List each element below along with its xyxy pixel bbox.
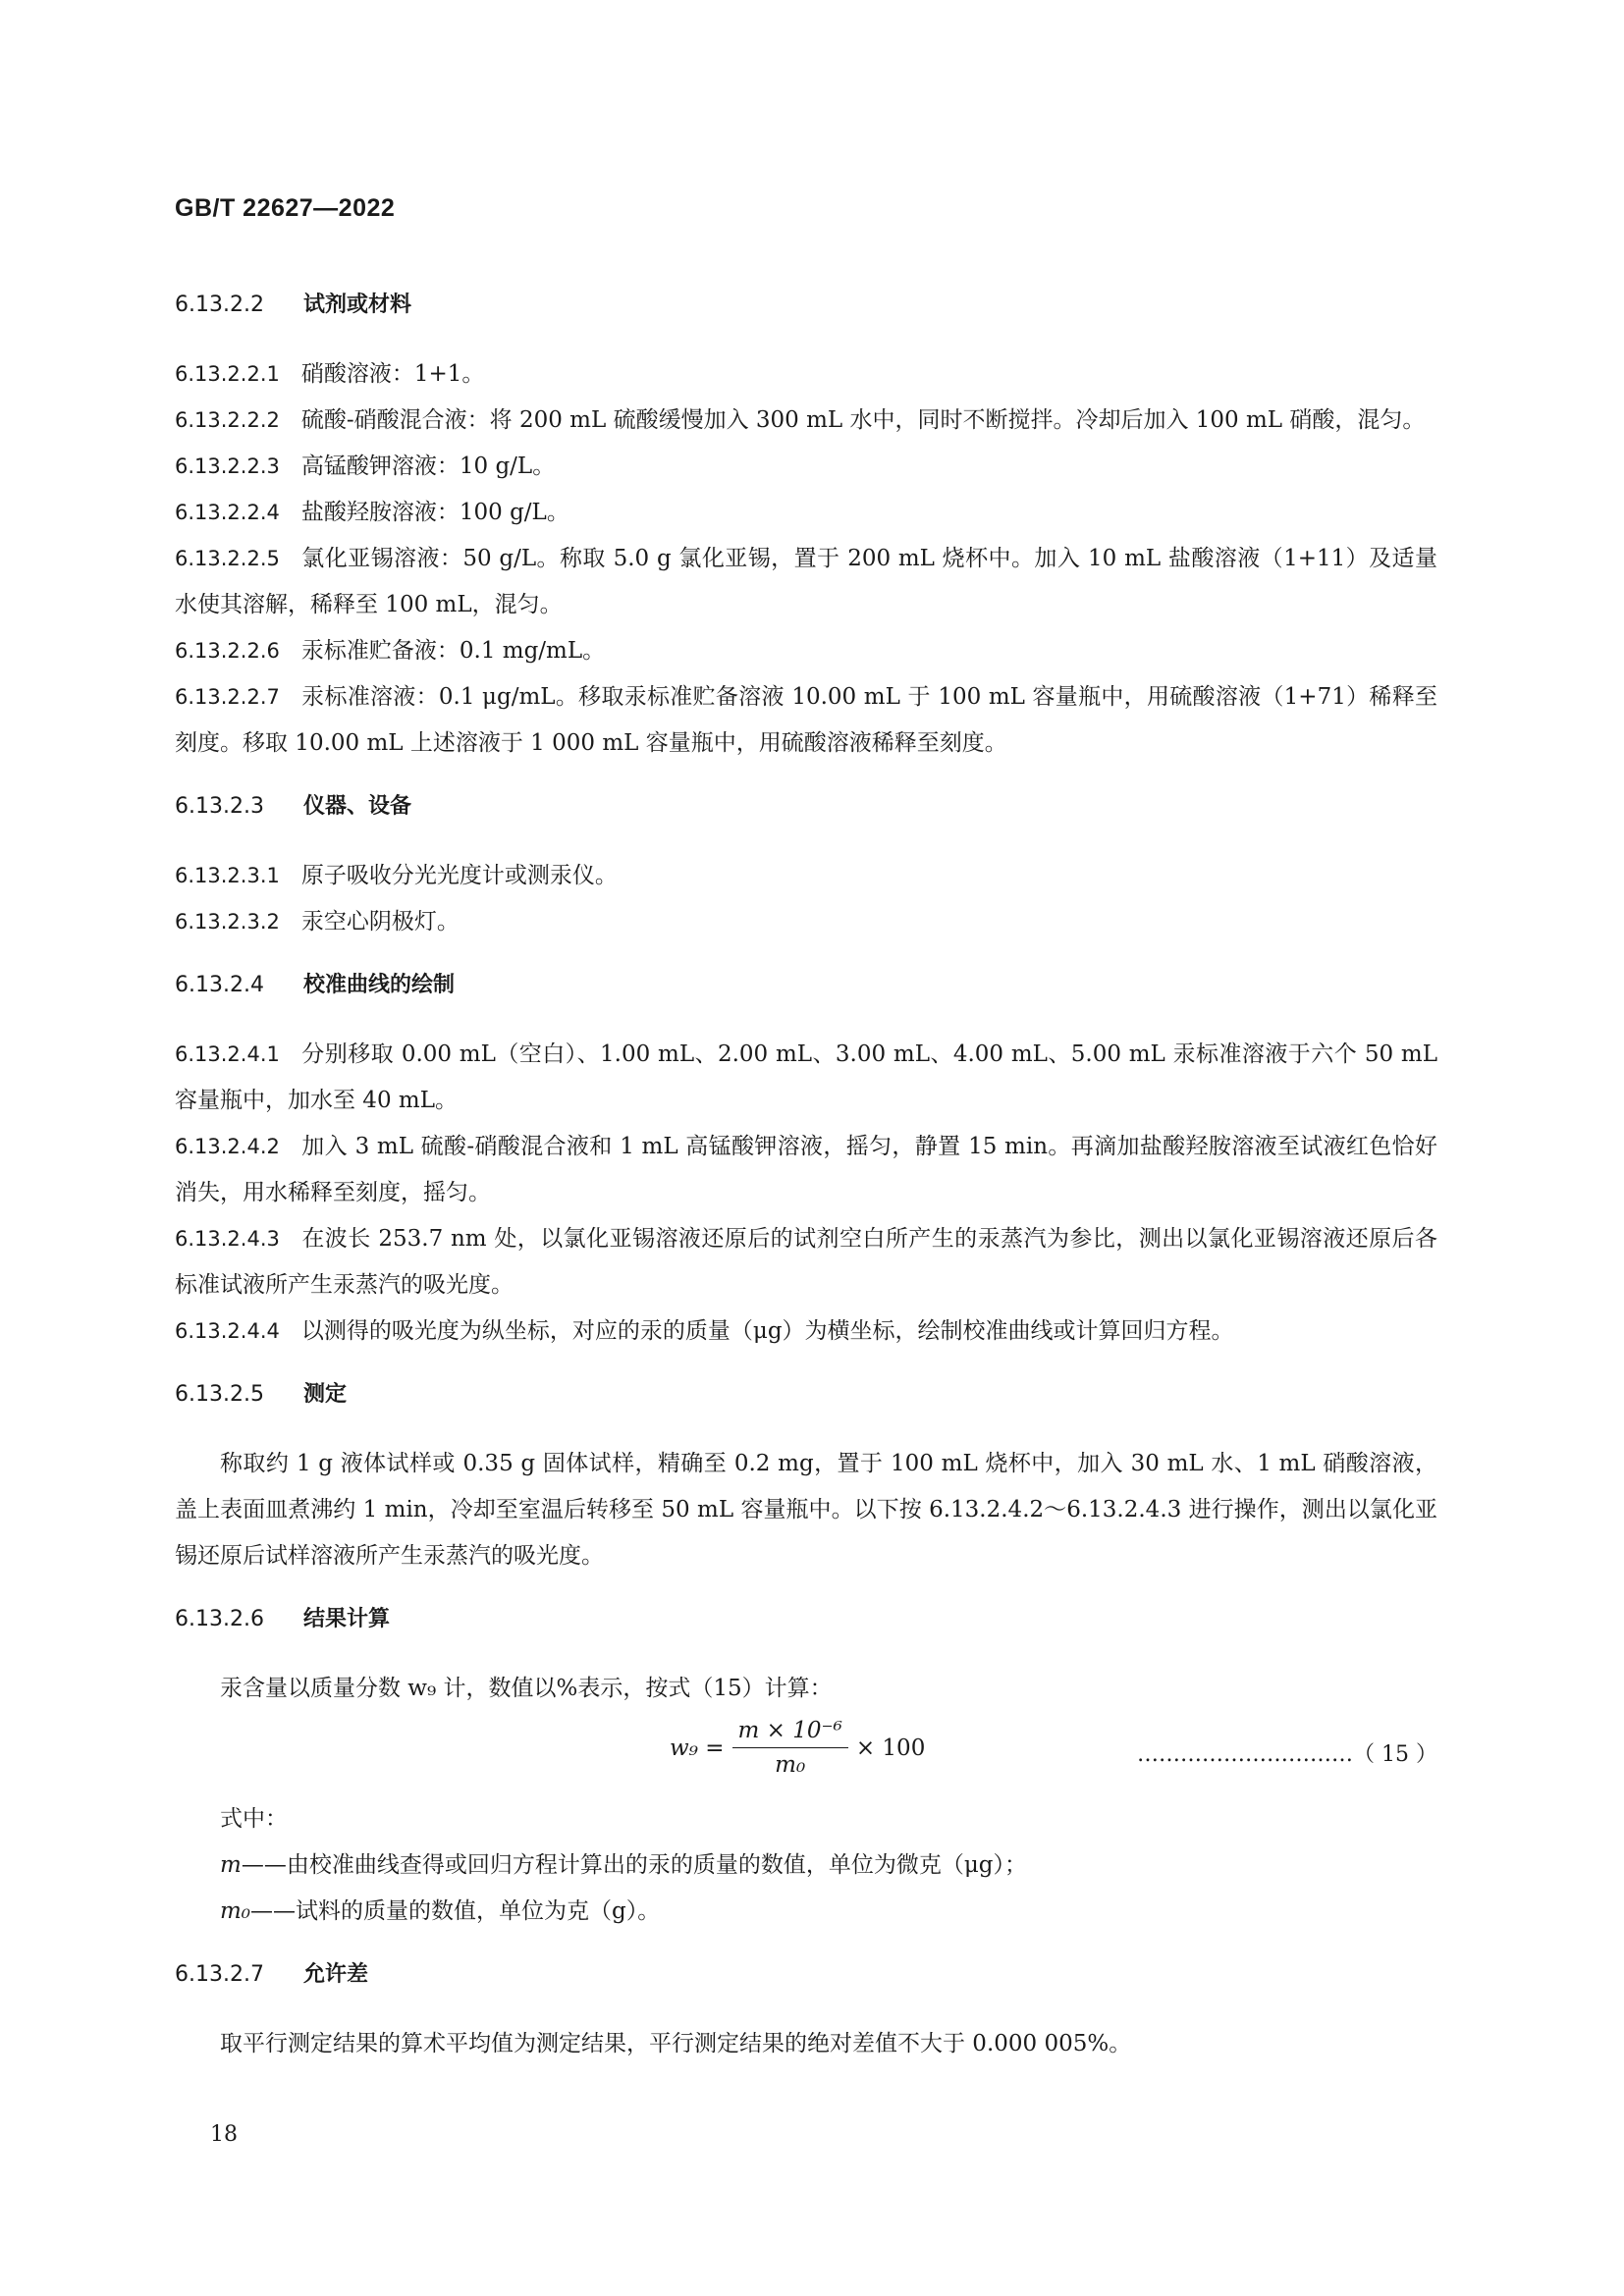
section-number: 6.13.2.7 [175,1962,264,1987]
clause-text: 分别移取 0.00 mL（空白）、1.00 mL、2.00 mL、3.00 mL、4.00 mL、5.00 mL 汞标准溶液于六个 50 mL 容量瓶中，加水至 40 mL。 [175,1041,1437,1113]
page-number: 18 [210,2122,238,2147]
clause-text: 盐酸羟胺溶液：100 g/L。 [300,500,569,525]
clause-text: 以测得的吸光度为纵坐标，对应的汞的质量（μg）为横坐标，绘制校准曲线或计算回归方程。 [300,1318,1234,1344]
clause-number: 6.13.2.2.1 [175,362,280,386]
section-number: 6.13.2.6 [175,1607,264,1631]
clause [175,628,1437,674]
clause-number: 6.13.2.2.3 [175,454,280,478]
clause [175,853,1437,899]
clause-text: 硝酸溶液：1+1。 [300,361,485,387]
paragraph: 汞含量以质量分数 w₉ 计，数值以%表示，按式（15）计算： [220,1676,833,1701]
section-heading [175,287,1437,324]
section-title: 结果计算 [303,1607,391,1631]
section-title: 仪器、设备 [303,794,412,819]
document-body [175,287,1437,2067]
section-number: 6.13.2.5 [175,1382,264,1407]
clause-number: 6.13.2.2.2 [175,408,280,432]
section-heading [175,788,1437,826]
standard-code: GB/T 22627—2022 [175,194,396,222]
formula-rhs: × 100 [855,1735,926,1761]
section-title: 允许差 [303,1962,369,1987]
definition-item [220,1889,1437,1935]
section-heading [175,967,1437,1004]
formula-expression [670,1718,925,1778]
formula-numerator: m × 10⁻⁶ [732,1718,848,1748]
clause-number: 6.13.2.2.4 [175,501,280,524]
clause-number: 6.13.2.3.1 [175,864,280,887]
clause [175,1308,1437,1355]
symbol-definitions [220,1842,1437,1935]
clause-number: 6.13.2.3.2 [175,910,280,934]
clause [175,444,1437,490]
equation-number: …………………………（ 15 ） [1137,1742,1437,1767]
section-heading [175,1376,1437,1414]
section-title: 测定 [303,1382,348,1407]
paragraph: 称取约 1 g 液体试样或 0.35 g 固体试样，精确至 0.2 mg，置于 100 mL 烧杯中，加入 30 mL 水、1 mL 硝酸溶液，盖上表面皿煮沸约 1 min，冷却至室温后转移至 50 mL 容量瓶中。以下按 6.13.2.4.2～6.13.2.4.3 进行操作，测出以氯化亚锡还原后试样溶液所产生汞蒸汽的吸光度。 [175,1451,1437,1569]
definition-text: ——由校准曲线查得或回归方程计算出的汞的质量的数值，单位为微克（μg）； [241,1852,1027,1878]
clause-text: 汞空心阴极灯。 [300,909,460,934]
clause [175,1216,1437,1308]
clause-number: 6.13.2.2.7 [175,685,280,709]
clause-text: 汞标准溶液：0.1 μg/mL。移取汞标准贮备溶液 10.00 mL 于 100 mL 容量瓶中，用硫酸溶液（1+71）稀释至刻度。移取 10.00 mL 上述溶液于 1 000 mL 容量瓶中，用硫酸溶液稀释至刻度。 [175,684,1437,756]
clause-number: 6.13.2.4.1 [175,1042,280,1066]
clause [175,1032,1437,1124]
clause-text: 硫酸-硝酸混合液：将 200 mL 硫酸缓慢加入 300 mL 水中，同时不断搅拌。冷却后加入 100 mL 硝酸，混匀。 [300,407,1426,433]
definition-text: ——试料的质量的数值，单位为克（g）。 [250,1898,661,1924]
clause-number: 6.13.2.4.2 [175,1135,280,1158]
clause [175,899,1437,945]
section-number: 6.13.2.4 [175,973,264,997]
where-label: 式中： [220,1806,288,1832]
clause-text: 氯化亚锡溶液：50 g/L。称取 5.0 g 氯化亚锡，置于 200 mL 烧杯中。加入 10 mL 盐酸溶液（1+11）及适量水使其溶解，稀释至 100 mL，混匀。 [175,546,1437,617]
clause [175,490,1437,536]
section-heading [175,1956,1437,1994]
formula-lhs: w₉ = [670,1735,725,1761]
section-title: 校准曲线的绘制 [303,973,456,997]
clause-text: 原子吸收分光光度计或测汞仪。 [300,863,618,888]
clause-text: 加入 3 mL 硫酸-硝酸混合液和 1 mL 高锰酸钾溶液，摇匀，静置 15 min。再滴加盐酸羟胺溶液至试液红色恰好消失，用水稀释至刻度，摇匀。 [175,1134,1437,1205]
section-number: 6.13.2.3 [175,794,264,819]
clause [175,351,1437,398]
paragraph: 取平行测定结果的算术平均值为测定结果，平行测定结果的绝对差值不大于 0.000 005%。 [220,2031,1132,2056]
formula-denominator: m₀ [775,1752,806,1778]
symbol: m [220,1852,242,1878]
section-title: 试剂或材料 [303,293,412,317]
clause-number: 6.13.2.2.6 [175,639,280,663]
formula-15 [175,1718,1437,1796]
symbol: m₀ [220,1898,251,1924]
clause-number: 6.13.2.4.4 [175,1319,280,1343]
clause [175,674,1437,767]
clause-text: 在波长 253.7 nm 处，以氯化亚锡溶液还原后的试剂空白所产生的汞蒸汽为参比，测出以氯化亚锡溶液还原后各标准试液所产生汞蒸汽的吸光度。 [175,1226,1437,1298]
definition-item [220,1842,1437,1889]
section-heading [175,1601,1437,1638]
clause [175,536,1437,628]
clause [175,398,1437,444]
section-number: 6.13.2.2 [175,293,264,317]
clause-number: 6.13.2.2.5 [175,547,280,570]
clause-text: 汞标准贮备液：0.1 mg/mL。 [300,638,606,664]
clause-text: 高锰酸钾溶液：10 g/L。 [300,454,556,479]
formula-fraction [732,1718,848,1778]
clause [175,1124,1437,1216]
clause-number: 6.13.2.4.3 [175,1227,280,1251]
